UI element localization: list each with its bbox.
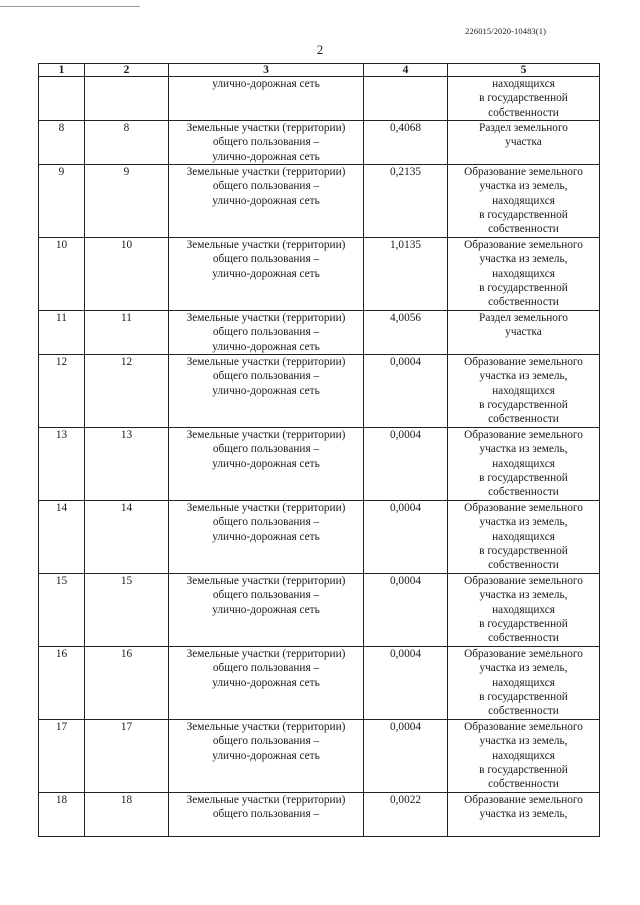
cell-land-category-line: Земельные участки (территории) xyxy=(186,794,346,806)
cell-land-category-line: общего пользования – xyxy=(212,662,320,675)
cell-area: 0,0004 xyxy=(364,647,448,720)
cell-formation-method xyxy=(448,793,600,837)
cell-formation-method-line: находящихся xyxy=(492,457,555,470)
land-plots-table xyxy=(38,63,600,837)
cell-land-category xyxy=(169,355,364,428)
cell-land-category xyxy=(169,121,364,165)
table-row xyxy=(39,793,600,837)
cell-area: 0,0004 xyxy=(364,355,448,428)
cell-formation-method-line: в государственной xyxy=(479,763,568,776)
cell-land-category-line: Земельные участки (территории) xyxy=(186,239,346,251)
cell-formation-method-line: Образование земельного xyxy=(464,429,583,441)
cell-formation-method-line: собственности xyxy=(488,705,559,718)
cell-formation-method-line: Образование земельного xyxy=(464,721,583,733)
cell-land-category xyxy=(169,501,364,574)
cell-land-category-line: общего пользования – xyxy=(212,370,320,383)
table-row xyxy=(39,720,600,793)
cell-row-number: 8 xyxy=(39,121,85,165)
cell-formation-method-line: Образование земельного xyxy=(464,239,583,251)
cell-plot-number: 12 xyxy=(85,355,169,428)
cell-formation-method-line: участка xyxy=(505,136,542,149)
cell-plot-number: 8 xyxy=(85,121,169,165)
cell-formation-method-line: участка из земель, xyxy=(479,516,568,529)
cell-formation-method-line: Образование земельного xyxy=(464,575,583,587)
cell-formation-method-line: находящихся xyxy=(492,676,555,689)
cell-land-category-line: общего пользования – xyxy=(212,443,320,456)
cell-formation-method-line: в государственной xyxy=(479,617,568,630)
table-row xyxy=(39,501,600,574)
cell-formation-method-line: находящихся xyxy=(492,749,555,762)
cell-formation-method-line: участка из земель, xyxy=(479,808,568,821)
cell-area xyxy=(364,77,448,121)
cell-land-category xyxy=(169,428,364,501)
cell-plot-number: 18 xyxy=(85,793,169,837)
cell-formation-method-line: Образование земельного xyxy=(464,648,583,660)
cell-formation-method xyxy=(448,311,600,355)
table-row xyxy=(39,355,600,428)
cell-land-category xyxy=(169,311,364,355)
cell-formation-method-line: участка xyxy=(505,326,542,339)
cell-formation-method-line: в государственной xyxy=(479,471,568,484)
cell-land-category-line: общего пользования – xyxy=(212,326,320,339)
table-row xyxy=(39,428,600,501)
cell-row-number: 10 xyxy=(39,238,85,311)
cell-land-category-line: общего пользования – xyxy=(212,808,320,821)
cell-area: 0,4068 xyxy=(364,121,448,165)
cell-land-category-line: улично-дорожная сеть xyxy=(212,384,320,397)
cell-land-category xyxy=(169,238,364,311)
cell-plot-number: 16 xyxy=(85,647,169,720)
table-row xyxy=(39,574,600,647)
table-body xyxy=(39,77,600,837)
table-row xyxy=(39,165,600,238)
cell-land-category-line: Земельные участки (территории) xyxy=(186,721,346,733)
cell-formation-method-line: участка из земель, xyxy=(479,180,568,193)
cell-land-category-line: улично-дорожная сеть xyxy=(212,676,320,689)
cell-formation-method-line: находящихся xyxy=(492,603,555,616)
cell-formation-method-line: находящихся xyxy=(492,267,555,280)
cell-formation-method xyxy=(448,77,600,121)
top-rule-line xyxy=(0,6,140,7)
table-row xyxy=(39,121,600,165)
cell-land-category xyxy=(169,647,364,720)
cell-formation-method-line: в государственной xyxy=(479,690,568,703)
cell-land-category-line: общего пользования – xyxy=(212,180,320,193)
cell-row-number: 15 xyxy=(39,574,85,647)
cell-formation-method-line: находящихся xyxy=(492,384,555,397)
cell-land-category xyxy=(169,165,364,238)
cell-land-category xyxy=(169,574,364,647)
cell-formation-method-line: собственности xyxy=(488,632,559,645)
cell-land-category-line: улично-дорожная сеть xyxy=(212,78,320,90)
cell-plot-number: 15 xyxy=(85,574,169,647)
cell-row-number: 18 xyxy=(39,793,85,837)
cell-land-category-line: улично-дорожная сеть xyxy=(212,267,320,280)
cell-row-number: 14 xyxy=(39,501,85,574)
cell-formation-method-line: Раздел земельного xyxy=(479,122,568,134)
cell-land-category-line: Земельные участки (территории) xyxy=(186,502,346,514)
cell-area: 0,0004 xyxy=(364,428,448,501)
column-header-1: 1 xyxy=(39,64,85,77)
table-row xyxy=(39,311,600,355)
cell-formation-method-line: собственности xyxy=(488,296,559,309)
cell-plot-number: 11 xyxy=(85,311,169,355)
cell-land-category-line: общего пользования – xyxy=(212,735,320,748)
cell-formation-method-line: участка из земель, xyxy=(479,370,568,383)
cell-formation-method xyxy=(448,121,600,165)
cell-formation-method-line: участка из земель, xyxy=(479,662,568,675)
cell-land-category-line: улично-дорожная сеть xyxy=(212,457,320,470)
cell-formation-method-line: участка из земель, xyxy=(479,735,568,748)
cell-formation-method-line: в государственной xyxy=(479,398,568,411)
cell-area: 0,0004 xyxy=(364,574,448,647)
cell-formation-method xyxy=(448,501,600,574)
table-row xyxy=(39,77,600,121)
table-row xyxy=(39,647,600,720)
cell-land-category-line: Земельные участки (территории) xyxy=(186,575,346,587)
cell-formation-method-line: Образование земельного xyxy=(464,166,583,178)
column-header-4: 4 xyxy=(364,64,448,77)
cell-formation-method-line: собственности xyxy=(488,559,559,572)
cell-land-category-line: улично-дорожная сеть xyxy=(212,603,320,616)
document-registration-number: 226015/2020-10483(1) xyxy=(465,26,546,36)
cell-formation-method-line: участка из земель, xyxy=(479,253,568,266)
cell-land-category-line: улично-дорожная сеть xyxy=(212,150,320,163)
cell-plot-number: 10 xyxy=(85,238,169,311)
cell-formation-method-line: собственности xyxy=(488,106,559,119)
cell-row-number xyxy=(39,77,85,121)
page-number: 2 xyxy=(316,42,324,57)
cell-formation-method-line: в государственной xyxy=(479,544,568,557)
cell-formation-method xyxy=(448,720,600,793)
cell-plot-number: 14 xyxy=(85,501,169,574)
cell-land-category-line: улично-дорожная сеть xyxy=(212,340,320,353)
cell-land-category-line: Земельные участки (территории) xyxy=(186,356,346,368)
cell-land-category-line: улично-дорожная сеть xyxy=(212,194,320,207)
cell-land-category-line: общего пользования – xyxy=(212,589,320,602)
cell-formation-method xyxy=(448,165,600,238)
cell-area: 1,0135 xyxy=(364,238,448,311)
table-header-row xyxy=(39,64,600,77)
cell-formation-method-line: участка из земель, xyxy=(479,589,568,602)
cell-land-category-line: Земельные участки (территории) xyxy=(186,122,346,134)
cell-row-number: 17 xyxy=(39,720,85,793)
cell-formation-method-line: Образование земельного xyxy=(464,356,583,368)
cell-land-category xyxy=(169,77,364,121)
cell-plot-number: 17 xyxy=(85,720,169,793)
column-header-2: 2 xyxy=(85,64,169,77)
cell-formation-method-line: находящихся xyxy=(492,530,555,543)
cell-land-category-line: общего пользования – xyxy=(212,253,320,266)
column-header-5: 5 xyxy=(448,64,600,77)
cell-area: 0,0022 xyxy=(364,793,448,837)
cell-formation-method-line: в государственной xyxy=(479,208,568,221)
cell-land-category xyxy=(169,720,364,793)
cell-row-number: 16 xyxy=(39,647,85,720)
cell-formation-method-line: находящихся xyxy=(492,78,555,90)
column-header-3: 3 xyxy=(169,64,364,77)
cell-formation-method xyxy=(448,574,600,647)
cell-formation-method-line: участка из земель, xyxy=(479,443,568,456)
cell-land-category-line: общего пользования – xyxy=(212,516,320,529)
cell-formation-method-line: собственности xyxy=(488,223,559,236)
cell-formation-method-line: Образование земельного xyxy=(464,502,583,514)
cell-land-category-line: Земельные участки (территории) xyxy=(186,166,346,178)
cell-formation-method-line: собственности xyxy=(488,778,559,791)
cell-area: 4,0056 xyxy=(364,311,448,355)
cell-formation-method-line: находящихся xyxy=(492,194,555,207)
cell-formation-method-line: собственности xyxy=(488,486,559,499)
cell-row-number: 12 xyxy=(39,355,85,428)
cell-land-category xyxy=(169,793,364,837)
cell-formation-method xyxy=(448,238,600,311)
cell-row-number: 13 xyxy=(39,428,85,501)
cell-row-number: 9 xyxy=(39,165,85,238)
cell-land-category-line: улично-дорожная сеть xyxy=(212,749,320,762)
cell-land-category-line: Земельные участки (территории) xyxy=(186,312,346,324)
cell-row-number: 11 xyxy=(39,311,85,355)
cell-formation-method-line: Раздел земельного xyxy=(479,312,568,324)
cell-formation-method-line: Образование земельного xyxy=(464,794,583,806)
cell-plot-number: 9 xyxy=(85,165,169,238)
cell-area: 0,0004 xyxy=(364,501,448,574)
cell-formation-method xyxy=(448,355,600,428)
cell-area: 0,0004 xyxy=(364,720,448,793)
cell-land-category-line: Земельные участки (территории) xyxy=(186,648,346,660)
cell-formation-method-line: в государственной xyxy=(479,281,568,294)
cell-plot-number: 13 xyxy=(85,428,169,501)
cell-formation-method xyxy=(448,428,600,501)
cell-land-category-line: Земельные участки (территории) xyxy=(186,429,346,441)
table-row xyxy=(39,238,600,311)
cell-formation-method xyxy=(448,647,600,720)
cell-land-category-line: общего пользования – xyxy=(212,136,320,149)
cell-land-category-line: улично-дорожная сеть xyxy=(212,530,320,543)
cell-area: 0,2135 xyxy=(364,165,448,238)
cell-formation-method-line: в государственной xyxy=(479,92,568,105)
cell-formation-method-line: собственности xyxy=(488,413,559,426)
cell-plot-number xyxy=(85,77,169,121)
